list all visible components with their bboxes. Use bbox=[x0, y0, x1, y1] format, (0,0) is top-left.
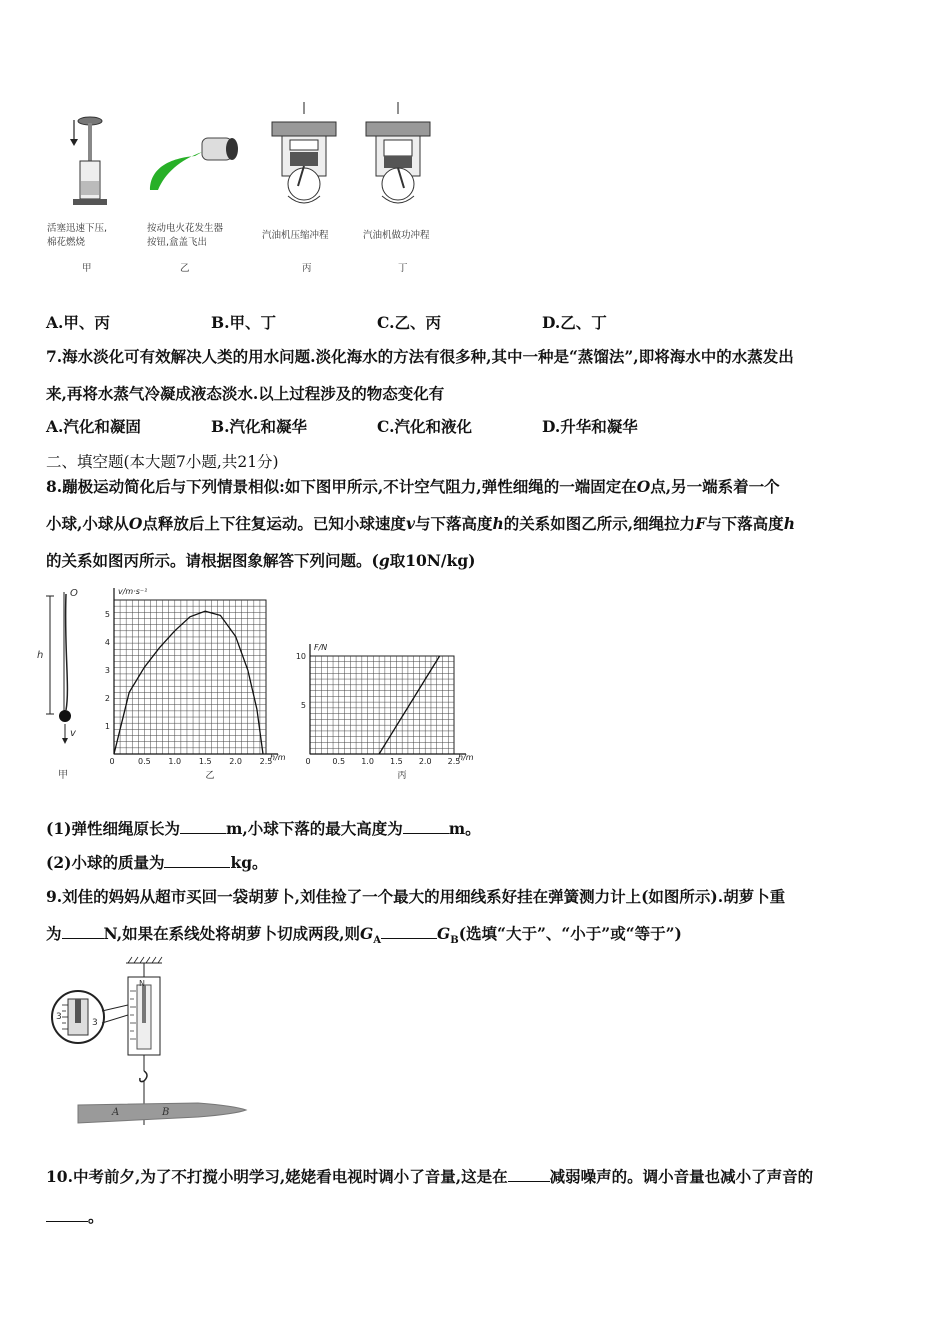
q8-jia-mark: 甲 bbox=[58, 770, 68, 781]
chart-bing-x-axis-label: h/m bbox=[458, 753, 474, 762]
chart-bing-x-tick-label: 2.5 bbox=[447, 757, 461, 766]
q7-option-d[interactable]: D.升华和凝华 bbox=[542, 417, 638, 436]
q6-caption-bing: 汽油机压缩冲程 bbox=[262, 230, 329, 241]
q6-caption-ding: 汽油机做功冲程 bbox=[363, 230, 430, 241]
chart-yi-mark: 乙 bbox=[205, 771, 215, 780]
chart-yi-y-axis-label: v/m·s⁻¹ bbox=[118, 587, 148, 596]
q8-text-line2: 小球,小球从O点释放后上下往复运动。已知小球速度v与下落高度h的关系如图乙所示,细绳拉力F与下落高度h bbox=[46, 514, 795, 533]
q8-figure-jia bbox=[40, 588, 90, 778]
q6-figure-yi-spark-box bbox=[140, 128, 245, 198]
q6-mark-ding: 丁 bbox=[398, 263, 408, 274]
q8-jia-O-label: O bbox=[70, 588, 78, 599]
q9-blank-weight[interactable] bbox=[62, 924, 104, 939]
chart-yi-x-axis-label: h/m bbox=[270, 753, 286, 762]
q9-magnifier-tick-left: 3 bbox=[56, 1012, 62, 1022]
chart-yi-y-tick-label: 2 bbox=[104, 694, 110, 703]
chart-yi-y-tick-label: 4 bbox=[104, 638, 110, 647]
q10-blank1[interactable] bbox=[508, 1167, 550, 1182]
chart-bing-x-tick-label: 1.0 bbox=[361, 757, 374, 766]
q6-mark-bing: 丙 bbox=[302, 263, 312, 274]
q6-caption-yi: 按动电火花发生器 按钮,盒盖飞出 bbox=[147, 223, 224, 248]
chart-bing-x-tick-label: 0.5 bbox=[332, 757, 346, 766]
chart-yi-y-tick-label: 3 bbox=[104, 666, 110, 675]
q6-option-d[interactable]: D.乙、丁 bbox=[542, 313, 607, 332]
chart-bing-x-tick-label: 1.5 bbox=[390, 757, 403, 766]
q6-option-a[interactable]: A.甲、丙 bbox=[46, 313, 110, 332]
chart-bing-F-h bbox=[296, 630, 476, 780]
q10-text-line2: 。 bbox=[46, 1205, 104, 1227]
q6-mark-jia: 甲 bbox=[82, 263, 92, 274]
chart-yi-x-tick-label: 0.5 bbox=[138, 757, 151, 766]
q9-carrot-A-label: A bbox=[112, 1107, 120, 1118]
q9-text-line1: 9.刘佳的妈妈从超市买回一袋胡萝卜,刘佳捡了一个最大的用细线系好挂在弹簧测力计上(如图所示).胡萝卜重 bbox=[46, 887, 786, 906]
section2-heading: 二、填空题(本大题7小题,共21分) bbox=[46, 453, 279, 471]
q10-text-line1: 10.中考前夕,为了不打搅小明学习,姥姥看电视时调小了音量,这是在 减弱噪声的。调小音量也减小了声音的 bbox=[46, 1167, 814, 1186]
q8-sub1-blank2[interactable] bbox=[403, 819, 449, 834]
chart-bing-origin-label: 0 bbox=[305, 757, 311, 766]
q6-figure-bing-compression bbox=[268, 100, 340, 212]
chart-yi-y-tick-label: 1 bbox=[104, 722, 110, 731]
q9-scale-N-label: N bbox=[139, 979, 145, 988]
q10-blank2[interactable] bbox=[46, 1207, 88, 1222]
q6-figure-jia-piston bbox=[60, 115, 120, 215]
chart-yi-y-tick-label: 5 bbox=[104, 610, 110, 619]
q8-sub1-blank1[interactable] bbox=[180, 819, 226, 834]
chart-yi-plot-frame bbox=[114, 600, 266, 754]
q8-text-line3: 的关系如图丙所示。请根据图象解答下列问题。(g取10N/kg) bbox=[46, 551, 476, 570]
chart-bing-y-tick-label: 10 bbox=[296, 652, 306, 661]
q6-figure-ding-power bbox=[362, 100, 434, 212]
q6-option-c[interactable]: C.乙、丙 bbox=[377, 313, 441, 332]
q6-option-b[interactable]: B.甲、丁 bbox=[211, 313, 276, 332]
chart-bing-x-tick-label: 2.0 bbox=[418, 757, 432, 766]
chart-yi-x-tick-label: 2.0 bbox=[229, 757, 242, 766]
chart-yi-x-tick-label: 1.5 bbox=[198, 757, 212, 766]
q7-text-line2: 来,再将水蒸气冷凝成液态淡水.以上过程涉及的物态变化有 bbox=[46, 384, 445, 403]
q6-caption-jia: 活塞迅速下压, 棉花燃烧 bbox=[47, 223, 108, 248]
chart-bing-y-axis-label: F/N bbox=[314, 643, 328, 652]
q8-jia-h-label: h bbox=[37, 650, 44, 661]
q9-text-line2: 为 N,如果在系线处将胡萝卜切成两段,则$G_A$ $G_B$(选填“大于”、“小于”或“等于”) bbox=[46, 924, 682, 947]
q9-blank-compare[interactable] bbox=[381, 924, 437, 939]
q7-option-b[interactable]: B.汽化和凝华 bbox=[211, 417, 307, 436]
q8-sub2: (2)小球的质量为 kg。 bbox=[46, 853, 268, 872]
chart-yi-x-tick-label: 2.5 bbox=[259, 757, 273, 766]
q6-mark-yi: 乙 bbox=[180, 263, 190, 274]
chart-bing-y-tick-label: 5 bbox=[300, 701, 306, 710]
q9-carrot-B-label: B bbox=[162, 1107, 170, 1118]
q9-magnifier-tick-right: 3 bbox=[92, 1018, 98, 1028]
chart-yi-x-tick-label: 1.0 bbox=[168, 757, 182, 766]
q7-option-a[interactable]: A.汽化和凝固 bbox=[46, 417, 141, 436]
q8-text-line1: 8.蹦极运动简化后与下列情景相似:如下图甲所示,不计空气阻力,弹性细绳的一端固定在O点,另一端系着一个 bbox=[46, 477, 780, 496]
q7-text-line1: 7.海水淡化可有效解决人类的用水问题.淡化海水的方法有很多种,其中一种是“蒸馏法”,即将海水中的水蒸发出 bbox=[46, 347, 794, 366]
chart-bing-plot-frame bbox=[310, 656, 454, 754]
q7-option-c[interactable]: C.汽化和液化 bbox=[377, 417, 472, 436]
chart-yi-v-h bbox=[100, 580, 290, 780]
chart-bing-mark: 丙 bbox=[397, 771, 407, 780]
q8-jia-v-label: v bbox=[70, 728, 76, 739]
chart-yi-origin-label: 0 bbox=[109, 757, 115, 766]
q9-figure-spring-scale bbox=[48, 955, 253, 1135]
q8-sub1: (1)弹性细绳原长为 m,小球下落的最大高度为 m。 bbox=[46, 819, 481, 838]
q8-sub2-blank[interactable] bbox=[164, 853, 230, 868]
